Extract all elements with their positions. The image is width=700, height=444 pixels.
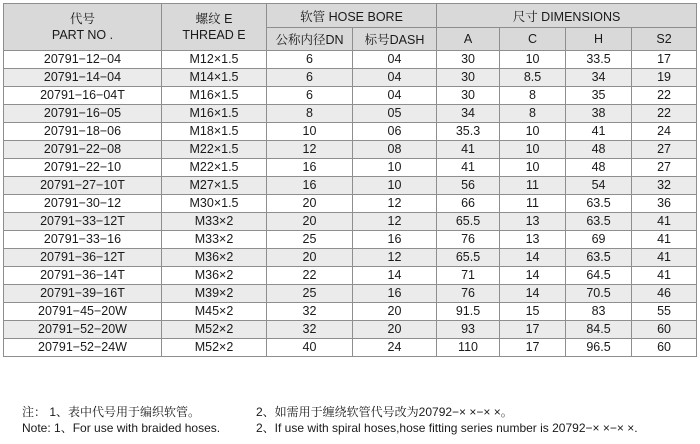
cell-h: 48 xyxy=(566,159,632,177)
table-body xyxy=(4,51,697,357)
cell-dn: 20 xyxy=(267,249,353,267)
cell-s2: 55 xyxy=(632,303,697,321)
cell-part-no: 20791−14−04 xyxy=(4,69,162,87)
header-dn: 公称内径DN xyxy=(267,28,353,51)
cell-part-no: 20791−16−05 xyxy=(4,105,162,123)
cell-dn: 25 xyxy=(267,285,353,303)
cell-a: 91.5 xyxy=(437,303,500,321)
cell-dn: 6 xyxy=(267,51,353,69)
header-s2: S2 xyxy=(632,28,697,51)
cell-h: 63.5 xyxy=(566,195,632,213)
cell-h: 34 xyxy=(566,69,632,87)
cell-thread: M27×1.5 xyxy=(162,177,267,195)
table-row xyxy=(4,195,697,213)
cell-s2: 19 xyxy=(632,69,697,87)
cell-dash: 16 xyxy=(353,231,437,249)
cell-h: 48 xyxy=(566,141,632,159)
table-row xyxy=(4,267,697,285)
cell-dash: 12 xyxy=(353,195,437,213)
cell-c: 14 xyxy=(500,285,566,303)
cell-a: 35.3 xyxy=(437,123,500,141)
cell-c: 17 xyxy=(500,321,566,339)
table-row xyxy=(4,51,697,69)
table-row xyxy=(4,213,697,231)
cell-c: 10 xyxy=(500,159,566,177)
cell-dash: 04 xyxy=(353,87,437,105)
cell-s2: 27 xyxy=(632,159,697,177)
cell-s2: 36 xyxy=(632,195,697,213)
cell-part-no: 20791−30−12 xyxy=(4,195,162,213)
table-row xyxy=(4,69,697,87)
cell-s2: 24 xyxy=(632,123,697,141)
header-hose-bore: 软管 HOSE BORE xyxy=(267,4,437,28)
header-thread xyxy=(162,4,267,51)
cell-s2: 41 xyxy=(632,249,697,267)
cell-a: 30 xyxy=(437,69,500,87)
table-header xyxy=(4,4,697,51)
cell-h: 69 xyxy=(566,231,632,249)
cell-part-no: 20791−39−16T xyxy=(4,285,162,303)
cell-dn: 32 xyxy=(267,321,353,339)
cell-a: 66 xyxy=(437,195,500,213)
cell-dash: 16 xyxy=(353,285,437,303)
cell-dash: 06 xyxy=(353,123,437,141)
header-part-no-zh: 代号 xyxy=(69,12,95,26)
cell-dash: 04 xyxy=(353,51,437,69)
cell-a: 93 xyxy=(437,321,500,339)
cell-dash: 08 xyxy=(353,141,437,159)
cell-dn: 16 xyxy=(267,177,353,195)
cell-part-no: 20791−16−04T xyxy=(4,87,162,105)
cell-dn: 40 xyxy=(267,339,353,357)
cell-c: 13 xyxy=(500,231,566,249)
note-en-1: Note: 1、For use with braided hoses. xyxy=(22,421,221,435)
cell-s2: 17 xyxy=(632,51,697,69)
cell-thread: M36×2 xyxy=(162,267,267,285)
header-a: A xyxy=(437,28,500,51)
header-thread-en: THREAD E xyxy=(182,28,246,42)
cell-part-no: 20791−22−10 xyxy=(4,159,162,177)
cell-part-no: 20791−36−14T xyxy=(4,267,162,285)
cell-dn: 20 xyxy=(267,195,353,213)
cell-dash: 12 xyxy=(353,249,437,267)
cell-thread: M45×2 xyxy=(162,303,267,321)
cell-thread: M39×2 xyxy=(162,285,267,303)
table-row xyxy=(4,231,697,249)
cell-thread: M22×1.5 xyxy=(162,159,267,177)
cell-dash: 05 xyxy=(353,105,437,123)
cell-h: 63.5 xyxy=(566,249,632,267)
cell-dash: 12 xyxy=(353,213,437,231)
cell-c: 11 xyxy=(500,177,566,195)
cell-thread: M14×1.5 xyxy=(162,69,267,87)
cell-thread: M30×1.5 xyxy=(162,195,267,213)
cell-s2: 27 xyxy=(632,141,697,159)
cell-a: 76 xyxy=(437,285,500,303)
cell-c: 11 xyxy=(500,195,566,213)
cell-s2: 41 xyxy=(632,267,697,285)
cell-thread: M22×1.5 xyxy=(162,141,267,159)
header-h: H xyxy=(566,28,632,51)
cell-dn: 10 xyxy=(267,123,353,141)
cell-dn: 6 xyxy=(267,87,353,105)
header-c: C xyxy=(500,28,566,51)
table-row xyxy=(4,303,697,321)
cell-s2: 41 xyxy=(632,231,697,249)
cell-c: 15 xyxy=(500,303,566,321)
cell-dn: 32 xyxy=(267,303,353,321)
cell-dn: 6 xyxy=(267,69,353,87)
note-zh-2: 2、如需用于缠绕软管代号改为20792−× ×−× ×。 xyxy=(256,405,513,419)
cell-a: 30 xyxy=(437,87,500,105)
header-dimensions: 尺寸 DIMENSIONS xyxy=(437,4,697,28)
cell-s2: 60 xyxy=(632,339,697,357)
table-row xyxy=(4,141,697,159)
footnotes xyxy=(22,404,692,436)
cell-a: 65.5 xyxy=(437,249,500,267)
cell-thread: M12×1.5 xyxy=(162,51,267,69)
note-row-zh xyxy=(22,404,692,420)
table-row xyxy=(4,285,697,303)
cell-a: 65.5 xyxy=(437,213,500,231)
header-part-no xyxy=(4,4,162,51)
cell-part-no: 20791−12−04 xyxy=(4,51,162,69)
cell-s2: 22 xyxy=(632,87,697,105)
cell-a: 76 xyxy=(437,231,500,249)
cell-h: 96.5 xyxy=(566,339,632,357)
cell-thread: M16×1.5 xyxy=(162,105,267,123)
cell-part-no: 20791−33−16 xyxy=(4,231,162,249)
cell-part-no: 20791−18−06 xyxy=(4,123,162,141)
cell-thread: M18×1.5 xyxy=(162,123,267,141)
cell-dn: 16 xyxy=(267,159,353,177)
table-row xyxy=(4,321,697,339)
cell-s2: 60 xyxy=(632,321,697,339)
cell-part-no: 20791−27−10T xyxy=(4,177,162,195)
cell-c: 8 xyxy=(500,87,566,105)
cell-s2: 22 xyxy=(632,105,697,123)
cell-c: 10 xyxy=(500,123,566,141)
header-thread-zh: 螺纹 E xyxy=(195,12,233,26)
header-part-no-en: PART NO . xyxy=(51,28,114,42)
cell-dn: 12 xyxy=(267,141,353,159)
header-dash: 标号DASH xyxy=(353,28,437,51)
cell-dn: 25 xyxy=(267,231,353,249)
cell-part-no: 20791−52−24W xyxy=(4,339,162,357)
cell-thread: M52×2 xyxy=(162,339,267,357)
note-row-en xyxy=(22,420,692,436)
cell-dash: 20 xyxy=(353,321,437,339)
cell-c: 8.5 xyxy=(500,69,566,87)
cell-dash: 10 xyxy=(353,159,437,177)
cell-a: 41 xyxy=(437,159,500,177)
cell-s2: 46 xyxy=(632,285,697,303)
cell-h: 54 xyxy=(566,177,632,195)
cell-c: 10 xyxy=(500,141,566,159)
note-en-2: 2、If use with spiral hoses,hose fitting series number is 20792−× ×−× ×. xyxy=(256,421,638,435)
cell-c: 8 xyxy=(500,105,566,123)
cell-h: 38 xyxy=(566,105,632,123)
cell-part-no: 20791−36−12T xyxy=(4,249,162,267)
cell-c: 13 xyxy=(500,213,566,231)
cell-dn: 8 xyxy=(267,105,353,123)
cell-thread: M33×2 xyxy=(162,213,267,231)
cell-dash: 04 xyxy=(353,69,437,87)
cell-part-no: 20791−22−08 xyxy=(4,141,162,159)
table-row xyxy=(4,249,697,267)
table-row xyxy=(4,159,697,177)
cell-a: 30 xyxy=(437,51,500,69)
fitting-spec-table xyxy=(3,3,697,357)
table-row xyxy=(4,123,697,141)
cell-h: 35 xyxy=(566,87,632,105)
cell-a: 34 xyxy=(437,105,500,123)
table-row xyxy=(4,177,697,195)
cell-h: 64.5 xyxy=(566,267,632,285)
cell-a: 56 xyxy=(437,177,500,195)
cell-dash: 10 xyxy=(353,177,437,195)
cell-s2: 41 xyxy=(632,213,697,231)
cell-c: 14 xyxy=(500,267,566,285)
cell-thread: M36×2 xyxy=(162,249,267,267)
cell-part-no: 20791−45−20W xyxy=(4,303,162,321)
cell-s2: 32 xyxy=(632,177,697,195)
note-zh-1: 注： 1、表中代号用于编织软管。 xyxy=(22,405,201,419)
cell-h: 83 xyxy=(566,303,632,321)
cell-c: 14 xyxy=(500,249,566,267)
cell-part-no: 20791−52−20W xyxy=(4,321,162,339)
cell-dash: 14 xyxy=(353,267,437,285)
cell-h: 33.5 xyxy=(566,51,632,69)
cell-dn: 22 xyxy=(267,267,353,285)
table-row xyxy=(4,87,697,105)
cell-thread: M16×1.5 xyxy=(162,87,267,105)
cell-dash: 24 xyxy=(353,339,437,357)
cell-h: 63.5 xyxy=(566,213,632,231)
cell-a: 110 xyxy=(437,339,500,357)
cell-thread: M33×2 xyxy=(162,231,267,249)
cell-a: 41 xyxy=(437,141,500,159)
cell-c: 10 xyxy=(500,51,566,69)
cell-c: 17 xyxy=(500,339,566,357)
cell-h: 41 xyxy=(566,123,632,141)
cell-h: 84.5 xyxy=(566,321,632,339)
cell-a: 71 xyxy=(437,267,500,285)
cell-thread: M52×2 xyxy=(162,321,267,339)
table-row xyxy=(4,105,697,123)
cell-part-no: 20791−33−12T xyxy=(4,213,162,231)
cell-dash: 20 xyxy=(353,303,437,321)
table-row xyxy=(4,339,697,357)
cell-h: 70.5 xyxy=(566,285,632,303)
cell-dn: 20 xyxy=(267,213,353,231)
